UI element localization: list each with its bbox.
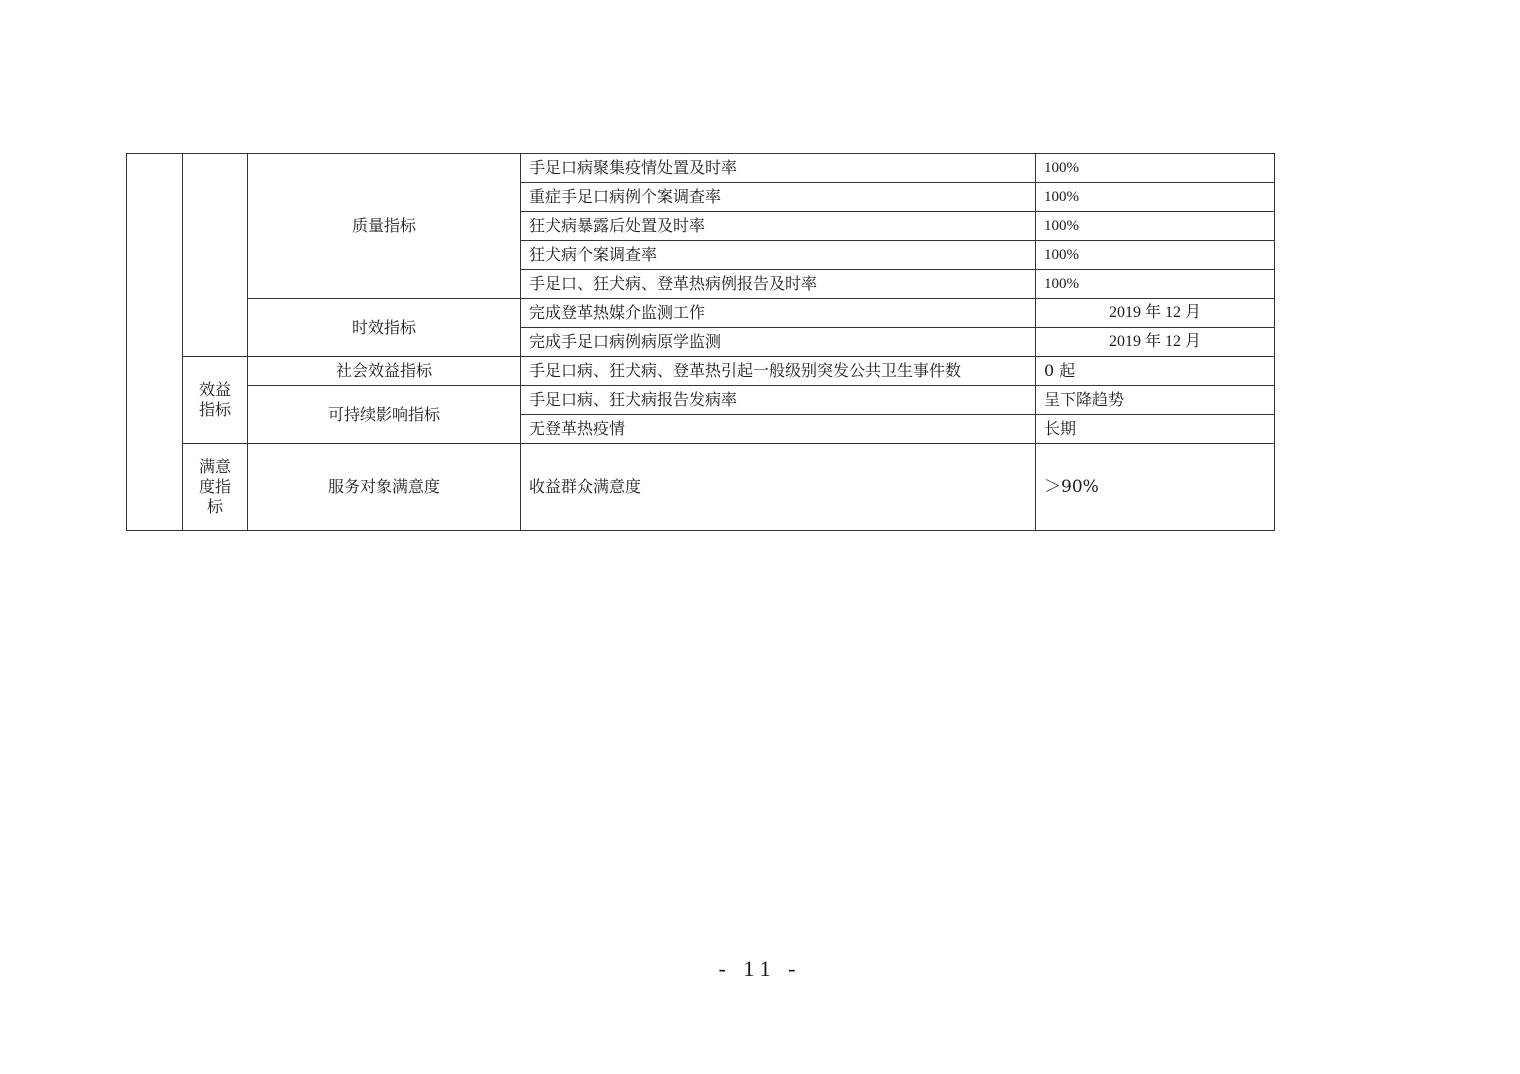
outer-empty-cell	[127, 154, 183, 531]
social-benefit-category: 社会效益指标	[248, 357, 521, 386]
table-row	[127, 386, 1275, 415]
output-empty-cell	[183, 154, 248, 357]
timeliness-indicator-category: 时效指标	[248, 299, 521, 357]
table-row	[127, 299, 1275, 328]
indicator-name: 手足口病聚集疫情处置及时率	[521, 154, 1036, 183]
indicator-value: 100%	[1036, 270, 1275, 299]
table-row	[127, 444, 1275, 531]
indicator-name: 重症手足口病例个案调查率	[521, 183, 1036, 212]
performance-indicators-table	[126, 153, 1275, 531]
satisfaction-label-line: 标	[206, 497, 223, 516]
satisfaction-label-line: 满意	[198, 457, 231, 476]
indicator-name: 收益群众满意度	[521, 444, 1036, 531]
benefit-indicator-label	[183, 357, 248, 444]
indicator-name: 狂犬病暴露后处置及时率	[521, 212, 1036, 241]
satisfaction-category: 服务对象满意度	[248, 444, 521, 531]
indicator-value: 2019 年 12 月	[1036, 328, 1275, 357]
indicator-value: 0 起	[1036, 357, 1275, 386]
indicator-value: ＞90%	[1036, 444, 1275, 531]
page-number: - 11 -	[718, 956, 802, 981]
indicator-value: 100%	[1036, 212, 1275, 241]
indicator-value: 100%	[1036, 183, 1275, 212]
indicator-value: 呈下降趋势	[1036, 386, 1275, 415]
indicator-value: 2019 年 12 月	[1036, 299, 1275, 328]
benefit-label-line: 效益	[198, 380, 231, 399]
indicator-name: 手足口病、狂犬病、登革热引起一般级别突发公共卫生事件数	[521, 357, 1036, 386]
indicator-name: 完成登革热媒介监测工作	[521, 299, 1036, 328]
table-row	[127, 357, 1275, 386]
indicator-name: 手足口病、狂犬病报告发病率	[521, 386, 1036, 415]
benefit-label-line: 指标	[198, 400, 231, 419]
table-row	[127, 154, 1275, 183]
indicator-value: 长期	[1036, 415, 1275, 444]
indicator-name: 狂犬病个案调查率	[521, 241, 1036, 270]
sustainable-impact-category: 可持续影响指标	[248, 386, 521, 444]
indicator-name: 手足口、狂犬病、登革热病例报告及时率	[521, 270, 1036, 299]
indicator-name: 无登革热疫情	[521, 415, 1036, 444]
satisfaction-indicator-label	[183, 444, 248, 531]
indicator-value: 100%	[1036, 241, 1275, 270]
quality-indicator-category: 质量指标	[248, 154, 521, 299]
indicator-name: 完成手足口病例病原学监测	[521, 328, 1036, 357]
satisfaction-label-line: 度指	[198, 477, 231, 496]
indicator-value: 100%	[1036, 154, 1275, 183]
